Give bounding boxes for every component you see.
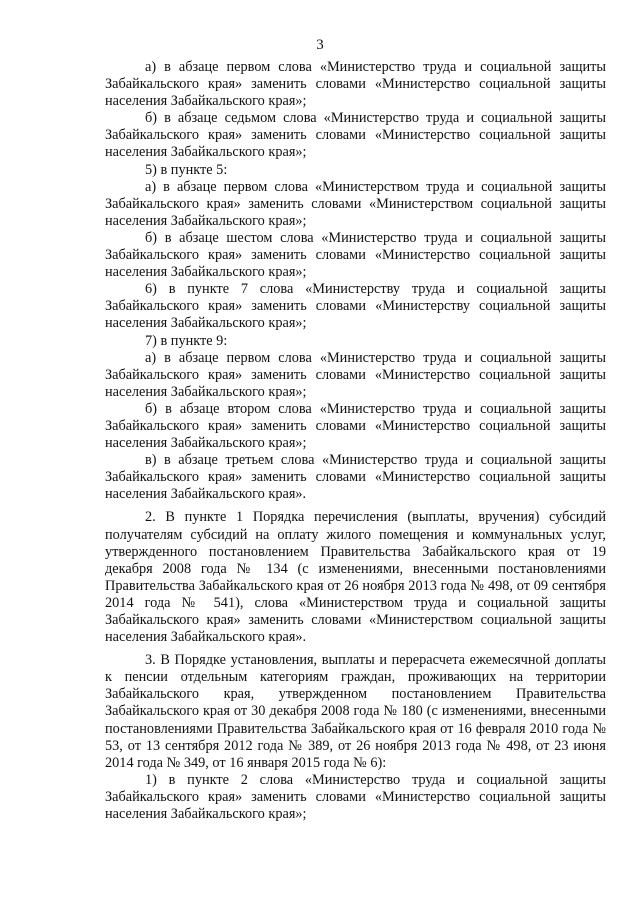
document-body [105,59,606,823]
paragraph-5: 5) в пункте 5: [145,161,228,178]
page-number: 3 [316,37,324,53]
paragraph-3-1: 1) в пункте 2 слова «Министерство труда и социальной защиты Забайкальского края» заменить словами «Министерство социальной защиты населения Забайкальского края»; [105,771,606,823]
paragraph-7a: а) в абзаце первом слова «Министерство труда и социальной защиты Забайкальского края» заменить словами «Министерство социальной защиты населения Забайкальского края»; [105,349,606,400]
paragraph-4a: а) в абзаце первом слова «Министерство труда и социальной защиты Забайкальского края» заменить словами «Министерство социальной защиты населения Забайкальского края»; [105,59,606,110]
paragraph-5a: а) в абзаце первом слова «Министерством труда и социальной защиты Забайкальского края» заменить словами «Министерством социальной защиты населения Забайкальского края»; [105,178,606,229]
paragraph-6: 6) в пункте 7 слова «Министерству труда и социальной защиты Забайкальского края» заменить словами «Министерству социальной защиты населения Забайкальского края»; [105,281,606,332]
paragraph-section-3: 3. В Порядке установления, выплаты и перерасчета ежемесячной доплаты к пенсии отдельным категориям граждан, проживающих на территории Забайкальского края, утвержденном постановлением Правительства Забайкальского края от 30 декабря 2008 года № 180 (с изменениями, внесенными постановлениями Правительства Забайкальского края от 16 февраля 2010 года № 53, от 13 сентября 2012 года № 389, от 26 ноября 2013 года № 498, от 23 июня 2014 года № 349, от 16 января 2015 года № 6): [105,652,606,771]
paragraph-4b: б) в абзаце седьмом слова «Министерство труда и социальной защиты Забайкальского края» заменить словами «Министерство социальной защиты населения Забайкальского края»; [105,110,606,161]
paragraph-section-2: 2. В пункте 1 Порядка перечисления (выплаты, вручения) субсидий получателям субсидий на оплату жилого помещения и коммунальных услуг, утвержденного постановлением Правительства Забайкальского края от 19 декабря 2008 года № 134 (с изменениями, внесенными постановлениями Правительства Забайкальского края от 26 ноября 2013 года № 498, от 09 сентября 2014 года № 541), слова «Министерством труда и социальной защиты Забайкальского края» заменить словами «Министерством социальной защиты населения Забайкальского края». [105,509,606,646]
paragraph-7c: в) в абзаце третьем слова «Министерство труда и социальной защиты Забайкальского края» заменить словами «Министерство социальной защиты населения Забайкальского края». [105,452,606,503]
paragraph-5b: б) в абзаце шестом слова «Министерство труда и социальной защиты Забайкальского края» заменить словами «Министерство социальной защиты населения Забайкальского края»; [105,229,606,281]
paragraph-7b: б) в абзаце втором слова «Министерство труда и социальной защиты Забайкальского края» заменить словами «Министерство социальной защиты населения Забайкальского края»; [105,400,606,452]
paragraph-7: 7) в пункте 9: [145,332,228,349]
